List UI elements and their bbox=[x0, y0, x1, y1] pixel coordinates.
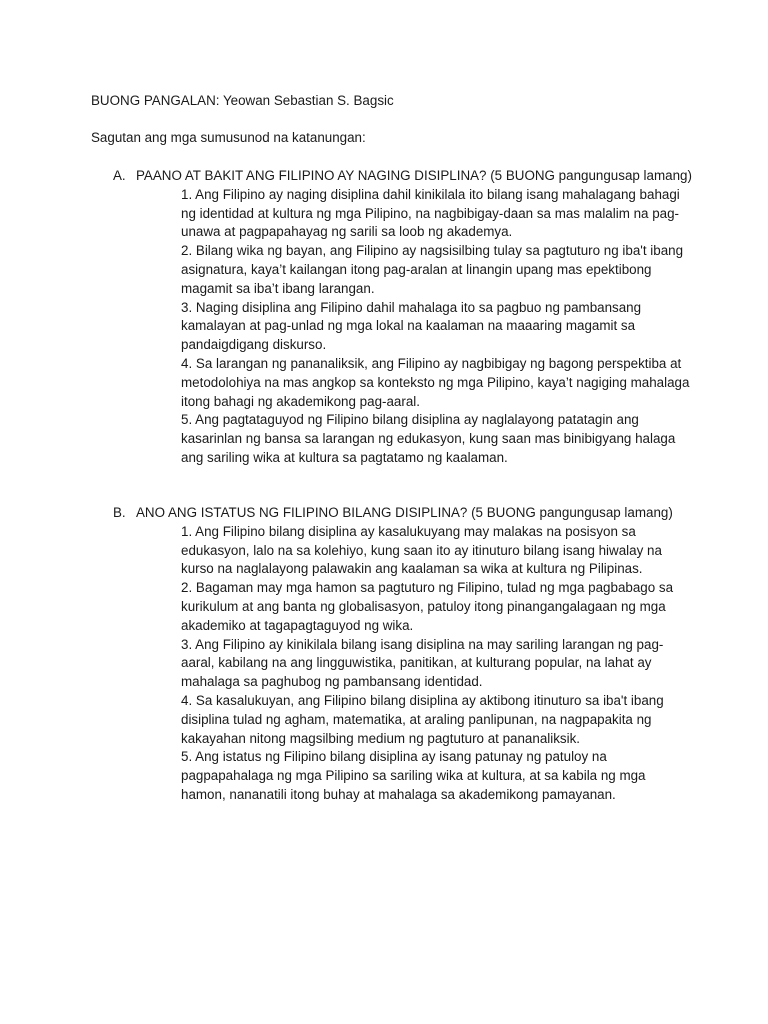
question-b-letter: B. bbox=[113, 505, 126, 520]
instruction-text: Sagutan ang mga sumusunod na katanungan: bbox=[91, 130, 366, 145]
question-b bbox=[113, 504, 693, 805]
answer-b-2: 2. Bagaman may mga hamon sa pagtuturo ng Filipino, tulad ng mga pagbabago sa kurikulum at ang banta ng globalisasyon, patuloy itong pinangangalagaan ng mga akademiko at tagapagtaguyod ng wika. bbox=[181, 580, 674, 633]
question-a-text: PAANO AT BAKIT ANG FILIPINO AY NAGING DISIPLINA? (5 BUONG pangungusap lamang) bbox=[136, 168, 692, 183]
answer-a-5: 5. Ang pagtataguyod ng Filipino bilang disiplina ay naglalayong patatagin ang kasarinlan ng bansa sa larangan ng edukasyon, kung saan mas binibigyang halaga ang sariling wika at kultura sa pagtatamo ng kaalaman. bbox=[181, 412, 676, 465]
answer-a-2: 2. Bilang wika ng bayan, ang Filipino ay nagsisilbing tulay sa pagtuturo ng iba't ibang asignatura, kaya’t kailangan itong pag-aralan at linangin upang mas epektibong magamit sa iba’t ibang larangan. bbox=[181, 243, 684, 296]
question-a-answers bbox=[181, 186, 691, 468]
question-b-header bbox=[113, 504, 693, 523]
answer-a-3: 3. Naging disiplina ang Filipino dahil mahalaga ito sa pagbuo ng pambansang kamalayan at pag-unlad ng mga lokal na kaalaman na maaaring magamit sa pandaigdigang diskurso. bbox=[181, 299, 642, 353]
answer-b-3: 3. Ang Filipino ay kinikilala bilang isang disiplina na may sariling larangan ng pag-aaral, kabilang na ang lingguwistika, panitikan, at kulturang popular, na lahat ay mahalaga sa paghubog ng pambansang identidad. bbox=[181, 636, 664, 690]
answer-b-4: 4. Sa kasalukuyan, ang Filipino bilang disiplina ay aktibong itinuturo sa iba't ibang disiplina tulad ng agham, matematika, at araling panlipunan, na nagpapakita ng kakayahan nitong magsilbing medium ng pagtuturo at pananaliksik. bbox=[181, 692, 664, 746]
question-a bbox=[113, 167, 693, 468]
answer-a-4: 4. Sa larangan ng pananaliksik, ang Filipino ay nagbibigay ng bagong perspektiba at metodolohiya na mas angkop sa konteksto ng mga Pilipino, kaya’t nagiging mahalaga itong bahagi ng akademikong pag-aaral. bbox=[181, 355, 690, 409]
full-name-line: BUONG PANGALAN: Yeowan Sebastian S. Bagsic bbox=[91, 93, 394, 108]
question-a-header bbox=[113, 167, 693, 186]
question-b-answers bbox=[181, 523, 691, 805]
question-a-letter: A. bbox=[113, 168, 126, 183]
answer-b-5: 5. Ang istatus ng Filipino bilang disiplina ay isang patunay ng patuloy na pagpapahalaga ng mga Pilipino sa sariling wika at kultura, at sa kabila ng mga hamon, nananatili itong buhay at mahalaga sa akademikong pamayanan. bbox=[181, 749, 646, 802]
answer-b-1: 1. Ang Filipino bilang disiplina ay kasalukuyang may malakas na posisyon sa edukasyon, lalo na sa kolehiyo, kung saan ito ay itinuturo bilang isang hiwalay na kurso na naglalayong palawakin ang kaalaman sa wika at kultura ng Pilipinas. bbox=[181, 523, 662, 577]
answer-a-1: 1. Ang Filipino ay naging disiplina dahil kinikilala ito bilang isang mahalagang bahagi ng identidad at kultura ng mga Pilipino, na nagbibigay-daan sa mas malalim na pag-unawa at pagpapahayag ng sarili sa loob ng akademya. bbox=[181, 186, 680, 240]
question-b-text: ANO ANG ISTATUS NG FILIPINO BILANG DISIPLINA? (5 BUONG pangungusap lamang) bbox=[136, 505, 673, 520]
